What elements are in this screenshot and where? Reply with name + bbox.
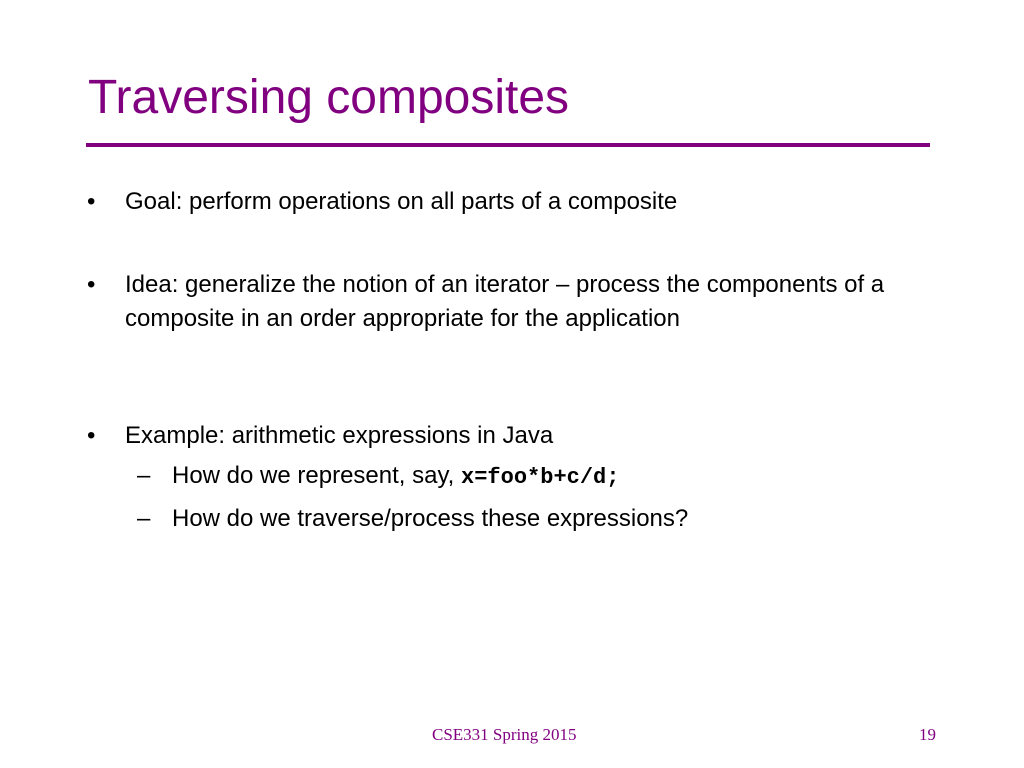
subitem-represent-text: How do we represent, say, [172, 462, 462, 489]
subitem-represent [172, 459, 932, 495]
page-number: 19 [919, 725, 936, 744]
bullet-goal: Goal: perform operations on all parts of a composite [125, 188, 678, 215]
subitem-traverse: How do we traverse/process these expressions? [172, 505, 689, 532]
bullet-marker: • [87, 271, 96, 298]
slide-title: Traversing composites [88, 71, 570, 124]
footer-course: CSE331 Spring 2015 [432, 725, 577, 744]
title-divider [86, 143, 930, 147]
bullet-marker: • [87, 422, 96, 449]
subitem-marker: – [137, 505, 151, 532]
bullet-example: Example: arithmetic expressions in Java [125, 422, 554, 449]
code-expression: x=foo*b+c/d; [461, 465, 620, 490]
bullet-idea: Idea: generalize the notion of an iterator – process the components of a composite in an order appropriate for the application [125, 271, 885, 332]
subitem-marker: – [137, 462, 151, 489]
bullet-marker: • [87, 188, 96, 215]
